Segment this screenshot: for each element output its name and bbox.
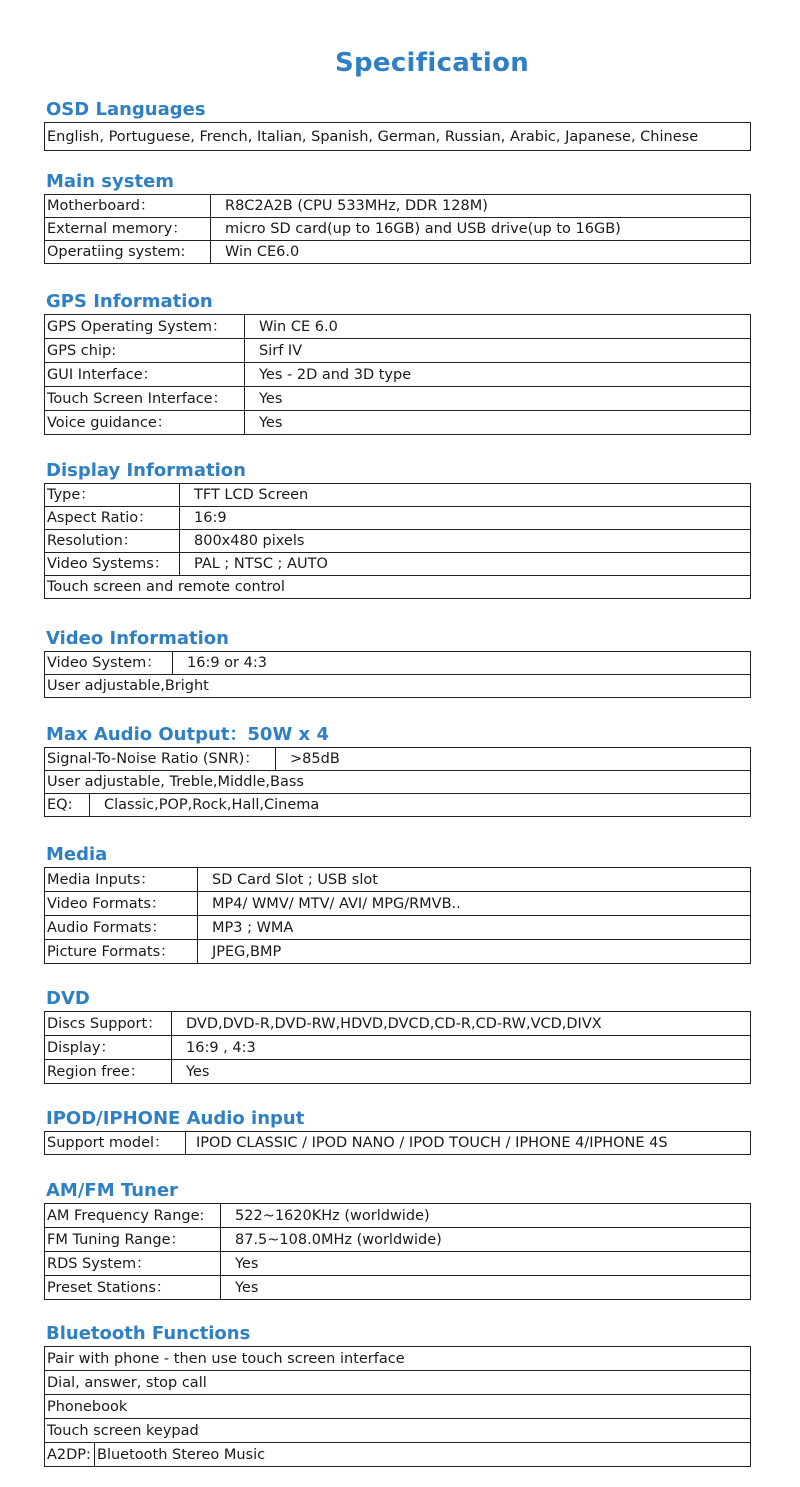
table-row [45, 652, 751, 675]
spec-value: 87.5~108.0MHz (worldwide) [221, 1228, 751, 1252]
gps-section [44, 290, 751, 435]
table-row [45, 1371, 751, 1395]
spec-key: Discs Support： [45, 1012, 172, 1036]
table-row [45, 940, 751, 964]
spec-value: Yes [172, 1060, 751, 1084]
spec-value: Win CE 6.0 [245, 315, 751, 339]
gps-table [44, 314, 751, 435]
table-row [45, 241, 751, 264]
table-row [45, 1419, 751, 1443]
bluetooth-section [44, 1322, 751, 1467]
spec-key: A2DP: [45, 1443, 95, 1467]
spec-value: micro SD card(up to 16GB) and USB drive(up to 16GB) [211, 218, 751, 241]
spec-key: Touch Screen Interface： [45, 387, 245, 411]
section-heading-main-system: Main system [46, 171, 175, 192]
table-row [45, 195, 751, 218]
spec-key: Support model： [45, 1132, 186, 1155]
table-row [45, 675, 751, 698]
spec-value: Yes [245, 387, 751, 411]
video-footer-text: User adjustable,Bright [45, 675, 751, 698]
spec-key: Video Systems： [45, 553, 180, 576]
table-row [45, 1204, 751, 1228]
table-row [45, 1347, 751, 1371]
section-heading-video: Video Information [46, 628, 229, 649]
spec-key: Type： [45, 484, 180, 507]
bluetooth-table [44, 1346, 751, 1467]
spec-key: Operatiing system: [45, 241, 211, 264]
spec-value: Yes [221, 1252, 751, 1276]
page-title: Specification [334, 48, 530, 78]
spec-value: 522~1620KHz (worldwide) [221, 1204, 751, 1228]
table-row [45, 1443, 751, 1467]
table-row [45, 892, 751, 916]
table-row [45, 1228, 751, 1252]
spec-value: Yes - 2D and 3D type [245, 363, 751, 387]
video-section [44, 627, 751, 698]
media-table [44, 867, 751, 964]
section-heading-dvd: DVD [46, 988, 90, 1009]
spec-value: PAL ; NTSC ; AUTO [180, 553, 751, 576]
section-heading-bluetooth: Bluetooth Functions [46, 1323, 251, 1344]
spec-key: GUI Interface： [45, 363, 245, 387]
table-row [45, 1060, 751, 1084]
spec-value: 16:9 , 4:3 [172, 1036, 751, 1060]
dvd-table [44, 1011, 751, 1084]
audio-adjustable-text: User adjustable, Treble,Middle,Bass [45, 771, 751, 794]
spec-key: External memory： [45, 218, 211, 241]
table-row [45, 553, 751, 576]
spec-key: Audio Formats： [45, 916, 198, 940]
spec-key: Media Inputs： [45, 868, 198, 892]
tuner-table [44, 1203, 751, 1300]
bluetooth-feature: Touch screen keypad [45, 1419, 751, 1443]
osd-languages-table [44, 122, 751, 151]
table-row [45, 123, 751, 151]
main-system-table [44, 194, 751, 264]
section-heading-osd: OSD Languages [46, 99, 206, 120]
spec-key: Resolution： [45, 530, 180, 553]
spec-key: Region free： [45, 1060, 172, 1084]
spec-key: Voice guidance： [45, 411, 245, 435]
table-row [45, 218, 751, 241]
section-heading-display: Display Information [46, 460, 246, 481]
spec-value: >85dB [276, 748, 751, 771]
spec-value: 16:9 or 4:3 [173, 652, 751, 675]
spec-key: GPS chip: [45, 339, 245, 363]
audio-table [44, 747, 751, 817]
main-system-section [44, 170, 751, 264]
table-row [45, 1132, 751, 1155]
bluetooth-feature: Dial, answer, stop call [45, 1371, 751, 1395]
spec-value: 800x480 pixels [180, 530, 751, 553]
spec-value: 16:9 [180, 507, 751, 530]
spec-key: Video Formats： [45, 892, 198, 916]
table-row [45, 868, 751, 892]
table-row [45, 339, 751, 363]
spec-value: TFT LCD Screen [180, 484, 751, 507]
spec-key: Video System： [45, 652, 173, 675]
spec-value: Yes [221, 1276, 751, 1300]
section-heading-audio: Max Audio Output：50W x 4 [46, 724, 329, 745]
spec-value: Win CE6.0 [211, 241, 751, 264]
display-footer-text: Touch screen and remote control [45, 576, 751, 599]
table-row [45, 363, 751, 387]
table-row [45, 387, 751, 411]
dvd-section [44, 987, 751, 1084]
table-row [45, 530, 751, 553]
bluetooth-feature: Phonebook [45, 1395, 751, 1419]
table-row [45, 576, 751, 599]
table-row [45, 748, 751, 771]
spec-value: Yes [245, 411, 751, 435]
spec-key: Display： [45, 1036, 172, 1060]
spec-value: JPEG,BMP [198, 940, 751, 964]
spec-key: GPS Operating System： [45, 315, 245, 339]
section-heading-gps: GPS Information [46, 291, 213, 312]
spec-value: R8C2A2B (CPU 533MHz, DDR 128M) [211, 195, 751, 218]
spec-key: RDS System： [45, 1252, 221, 1276]
table-row [45, 794, 751, 817]
table-row [45, 411, 751, 435]
display-section [44, 459, 751, 599]
tuner-section [44, 1179, 751, 1300]
table-row [45, 1012, 751, 1036]
spec-value: MP4/ WMV/ MTV/ AVI/ MPG/RMVB.. [198, 892, 751, 916]
table-row [45, 507, 751, 530]
spec-value: Sirf IV [245, 339, 751, 363]
table-row [45, 1252, 751, 1276]
ipod-table [44, 1131, 751, 1155]
bluetooth-feature: Pair with phone - then use touch screen interface [45, 1347, 751, 1371]
section-heading-ipod: IPOD/IPHONE Audio input [46, 1108, 305, 1129]
table-row [45, 771, 751, 794]
ipod-section [44, 1107, 751, 1155]
osd-languages-section [44, 98, 751, 151]
media-section [44, 843, 751, 964]
table-row [45, 1036, 751, 1060]
section-heading-tuner: AM/FM Tuner [46, 1180, 178, 1201]
table-row [45, 916, 751, 940]
table-row [45, 1276, 751, 1300]
osd-languages-text: English, Portuguese, French, Italian, Spanish, German, Russian, Arabic, Japanese, Chinese [45, 123, 751, 151]
table-row [45, 315, 751, 339]
spec-key: Aspect Ratio： [45, 507, 180, 530]
spec-value: MP3 ; WMA [198, 916, 751, 940]
video-table [44, 651, 751, 698]
spec-key: Picture Formats： [45, 940, 198, 964]
spec-value: IPOD CLASSIC / IPOD NANO / IPOD TOUCH / IPHONE 4/IPHONE 4S [186, 1132, 751, 1155]
spec-key: Motherboard： [45, 195, 211, 218]
spec-value: Bluetooth Stereo Music [95, 1443, 751, 1467]
spec-value: DVD,DVD-R,DVD-RW,HDVD,DVCD,CD-R,CD-RW,VCD,DIVX [172, 1012, 751, 1036]
spec-key: FM Tuning Range： [45, 1228, 221, 1252]
section-heading-media: Media [46, 844, 108, 865]
spec-key: Signal-To-Noise Ratio (SNR)： [45, 748, 276, 771]
spec-key: AM Frequency Range: [45, 1204, 221, 1228]
spec-value: Classic,POP,Rock,Hall,Cinema [90, 794, 751, 817]
spec-value: SD Card Slot ; USB slot [198, 868, 751, 892]
spec-key: Preset Stations： [45, 1276, 221, 1300]
display-table [44, 483, 751, 599]
table-row [45, 484, 751, 507]
table-row [45, 1395, 751, 1419]
spec-key: EQ: [45, 794, 90, 817]
audio-section [44, 723, 751, 817]
